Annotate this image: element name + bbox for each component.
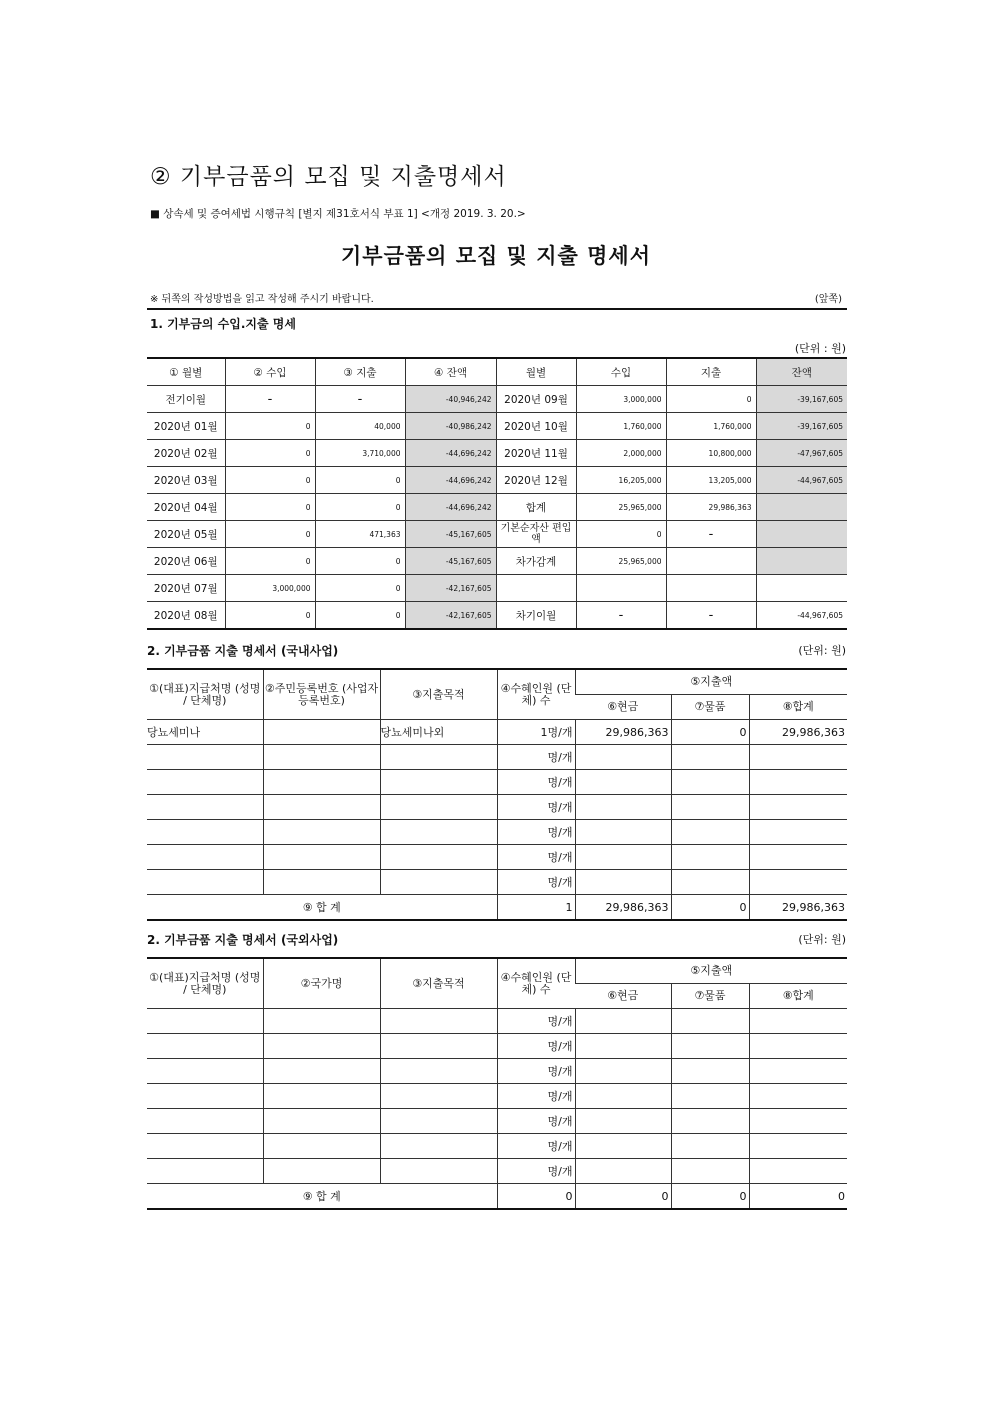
cell-income-2: 3,000,000 xyxy=(576,386,666,413)
cell-expense: 0 xyxy=(315,467,405,494)
cell-payee xyxy=(147,870,263,895)
cell-income-2: - xyxy=(576,602,666,630)
cell-count: 명/개 xyxy=(497,1034,575,1059)
cell-count: 명/개 xyxy=(497,820,575,845)
cell-reg-no xyxy=(263,745,380,770)
cell-country xyxy=(263,1009,380,1034)
title-divider xyxy=(147,308,847,310)
cell-purpose xyxy=(380,770,497,795)
col-header-income-2: 수입 xyxy=(576,358,666,386)
cell-count: 명/개 xyxy=(497,770,575,795)
table-row xyxy=(147,745,847,770)
cell-total: 29,986,363 xyxy=(749,720,847,745)
col-header-purpose: ③지출목적 xyxy=(380,958,497,1009)
cell-cash xyxy=(575,1134,671,1159)
cell-goods xyxy=(671,1109,749,1134)
col-header-expense-2: 지출 xyxy=(666,358,756,386)
cell-goods xyxy=(671,1059,749,1084)
section3-title: 2. 기부금품 지출 명세서 (국외사업) xyxy=(147,933,339,947)
cell-country xyxy=(263,1084,380,1109)
cell-reg-no xyxy=(263,770,380,795)
cell-month: 전기이월 xyxy=(147,386,225,413)
col-header-payee: ①(대표)지급처명 (성명 / 단체명) xyxy=(147,958,263,1009)
table-row xyxy=(147,548,847,575)
cell-expense: - xyxy=(315,386,405,413)
cell-total xyxy=(749,1109,847,1134)
law-reference: ■ 상속세 및 증여세법 시행규칙 [별지 제31호서식 부표 1] <개정 2019. 3. 20.> xyxy=(150,208,526,220)
cell-expense: 3,710,000 xyxy=(315,440,405,467)
table-row xyxy=(147,1059,847,1084)
col-header-amount-group: ⑤지출액 xyxy=(575,958,847,984)
section2-title: 2. 기부금품 지출 명세서 (국내사업) xyxy=(147,644,339,658)
cell-balance: -45,167,605 xyxy=(405,521,496,548)
cell-total xyxy=(749,1134,847,1159)
cell-expense: 0 xyxy=(315,602,405,630)
cell-cash: 29,986,363 xyxy=(575,720,671,745)
cell-cash xyxy=(575,1084,671,1109)
table-row xyxy=(147,720,847,745)
cell-income-2: 1,760,000 xyxy=(576,413,666,440)
cell-expense-2: 0 xyxy=(666,386,756,413)
cell-count: 명/개 xyxy=(497,870,575,895)
col-header-goods: ⑦물품 xyxy=(671,984,749,1009)
cell-balance-2: -39,167,605 xyxy=(756,413,847,440)
cell-purpose xyxy=(380,795,497,820)
cell-balance-2 xyxy=(756,521,847,548)
table-row xyxy=(147,386,847,413)
cell-income-2: 0 xyxy=(576,521,666,548)
cell-balance: -44,696,242 xyxy=(405,440,496,467)
cell-cash xyxy=(575,745,671,770)
total-goods: 0 xyxy=(671,895,749,921)
table-row xyxy=(147,1159,847,1184)
cell-country xyxy=(263,1034,380,1059)
cell-cash xyxy=(575,1034,671,1059)
cell-net-asset-label: 기본순자산 편입액 xyxy=(496,521,576,548)
cell-payee xyxy=(147,1134,263,1159)
col-header-expense: ③ 지출 xyxy=(315,358,405,386)
cell-total xyxy=(749,870,847,895)
cell-payee xyxy=(147,1084,263,1109)
col-header-cash: ⑥현금 xyxy=(575,984,671,1009)
cell-expense-2: - xyxy=(666,602,756,630)
cell-purpose xyxy=(380,745,497,770)
cell-total xyxy=(749,1159,847,1184)
cell-total xyxy=(749,745,847,770)
cell-balance-2 xyxy=(756,494,847,521)
cell-goods xyxy=(671,745,749,770)
cell-goods xyxy=(671,1009,749,1034)
table-row xyxy=(147,602,847,630)
cell-goods: 0 xyxy=(671,720,749,745)
col-header-amount-group: ⑤지출액 xyxy=(575,669,847,695)
total-goods: 0 xyxy=(671,1184,749,1210)
table-row xyxy=(147,1009,847,1034)
table-header-row xyxy=(147,958,847,984)
cell-count: 명/개 xyxy=(497,795,575,820)
cell-income: - xyxy=(225,386,315,413)
col-header-month: ① 월별 xyxy=(147,358,225,386)
cell-country xyxy=(263,1159,380,1184)
cell-balance: -42,167,605 xyxy=(405,575,496,602)
cell-expense: 0 xyxy=(315,494,405,521)
cell-income-2: 2,000,000 xyxy=(576,440,666,467)
cell-purpose xyxy=(380,1084,497,1109)
cell-reg-no xyxy=(263,820,380,845)
total-sum: 29,986,363 xyxy=(749,895,847,921)
cell-expense: 471,363 xyxy=(315,521,405,548)
cell-count: 명/개 xyxy=(497,1009,575,1034)
cell-income: 0 xyxy=(225,494,315,521)
table-row xyxy=(147,770,847,795)
cell-month: 2020년 08월 xyxy=(147,602,225,630)
cell-expense: 0 xyxy=(315,548,405,575)
cell-expense-2: 10,800,000 xyxy=(666,440,756,467)
cell-balance-2: -47,967,605 xyxy=(756,440,847,467)
form-title: 기부금품의 모집 및 지출 명세서 xyxy=(341,244,651,268)
cell-expense-2: 29,986,363 xyxy=(666,494,756,521)
cell-balance-2 xyxy=(756,548,847,575)
section3-unit: (단위: 원) xyxy=(798,933,846,946)
cell-reg-no xyxy=(263,870,380,895)
cell-income: 3,000,000 xyxy=(225,575,315,602)
cell-purpose xyxy=(380,1159,497,1184)
cell-income-2: 25,965,000 xyxy=(576,494,666,521)
col-header-beneficiaries: ④수혜인원 (단체) 수 xyxy=(497,958,575,1009)
cell-month-2: 2020년 10월 xyxy=(496,413,576,440)
section1-unit: (단위 : 원) xyxy=(794,342,846,355)
cell-month: 2020년 01월 xyxy=(147,413,225,440)
cell-payee xyxy=(147,1059,263,1084)
cell-country xyxy=(263,1109,380,1134)
table-row xyxy=(147,440,847,467)
cell-payee xyxy=(147,1034,263,1059)
col-header-goods: ⑦물품 xyxy=(671,695,749,720)
table-header-row xyxy=(147,669,847,695)
cell-reg-no xyxy=(263,845,380,870)
cell-goods xyxy=(671,1034,749,1059)
cell-income: 0 xyxy=(225,521,315,548)
cell-purpose xyxy=(380,1034,497,1059)
cell-goods xyxy=(671,770,749,795)
cell-payee xyxy=(147,1159,263,1184)
cell-country xyxy=(263,1134,380,1159)
cell-cash xyxy=(575,1059,671,1084)
table-row xyxy=(147,521,847,548)
table-row xyxy=(147,575,847,602)
table-row xyxy=(147,820,847,845)
cell-balance: -44,696,242 xyxy=(405,467,496,494)
cell-purpose xyxy=(380,845,497,870)
cell-cash xyxy=(575,770,671,795)
cell-purpose xyxy=(380,870,497,895)
table-row xyxy=(147,845,847,870)
table-row xyxy=(147,413,847,440)
col-header-income: ② 수입 xyxy=(225,358,315,386)
cell-expense-2 xyxy=(666,575,756,602)
cell-purpose xyxy=(380,1059,497,1084)
cell-month: 2020년 04월 xyxy=(147,494,225,521)
cell-total xyxy=(749,770,847,795)
cell-income-2 xyxy=(576,575,666,602)
cell-balance: -40,986,242 xyxy=(405,413,496,440)
col-header-balance-2: 잔액 xyxy=(756,358,847,386)
cell-expense: 40,000 xyxy=(315,413,405,440)
table-row xyxy=(147,467,847,494)
cell-count: 명/개 xyxy=(497,1134,575,1159)
table-row xyxy=(147,870,847,895)
cell-total xyxy=(749,1059,847,1084)
cell-month-2 xyxy=(496,575,576,602)
cell-balance: -44,696,242 xyxy=(405,494,496,521)
cell-payee xyxy=(147,770,263,795)
table-row xyxy=(147,1034,847,1059)
section1-title: 1. 기부금의 수입.지출 명세 xyxy=(150,317,296,331)
cell-expense: 0 xyxy=(315,575,405,602)
col-header-cash: ⑥현금 xyxy=(575,695,671,720)
cell-expense-2: 13,205,000 xyxy=(666,467,756,494)
table-row xyxy=(147,1109,847,1134)
total-count: 1 xyxy=(497,895,575,921)
cell-month: 2020년 03월 xyxy=(147,467,225,494)
cell-month: 2020년 05월 xyxy=(147,521,225,548)
overseas-expense-table xyxy=(147,957,847,1210)
cell-month-2: 2020년 12월 xyxy=(496,467,576,494)
cell-purpose xyxy=(380,1009,497,1034)
cell-purpose: 당뇨세미나외 xyxy=(380,720,497,745)
cell-balance-2: -44,967,605 xyxy=(756,602,847,630)
table-row xyxy=(147,1084,847,1109)
cell-reg-no xyxy=(263,720,380,745)
cell-income: 0 xyxy=(225,548,315,575)
cell-income: 0 xyxy=(225,413,315,440)
section2-unit: (단위: 원) xyxy=(798,644,846,657)
cell-payee xyxy=(147,1109,263,1134)
total-count: 0 xyxy=(497,1184,575,1210)
cell-cash xyxy=(575,795,671,820)
cell-count: 명/개 xyxy=(497,745,575,770)
cell-goods xyxy=(671,1084,749,1109)
table-total-row xyxy=(147,895,847,921)
total-cash: 29,986,363 xyxy=(575,895,671,921)
total-cash: 0 xyxy=(575,1184,671,1210)
cell-month: 2020년 02월 xyxy=(147,440,225,467)
cell-subtotal-label: 차가감계 xyxy=(496,548,576,575)
cell-count: 명/개 xyxy=(497,845,575,870)
cell-payee xyxy=(147,1009,263,1034)
col-header-payee: ①(대표)지급처명 (성명 / 단체명) xyxy=(147,669,263,720)
cell-cash xyxy=(575,1159,671,1184)
cell-goods xyxy=(671,870,749,895)
cell-cash xyxy=(575,845,671,870)
income-expense-table xyxy=(147,357,847,630)
cell-balance: -42,167,605 xyxy=(405,602,496,630)
total-label: ⑨ 합 계 xyxy=(147,1184,497,1210)
col-header-beneficiaries: ④수혜인원 (단체) 수 xyxy=(497,669,575,720)
table-row xyxy=(147,795,847,820)
cell-cash xyxy=(575,1109,671,1134)
instruction-note: ※ 뒤쪽의 작성방법을 읽고 작성해 주시기 바랍니다. xyxy=(150,294,374,305)
cell-purpose xyxy=(380,820,497,845)
cell-count: 1명/개 xyxy=(497,720,575,745)
total-label: ⑨ 합 계 xyxy=(147,895,497,921)
col-header-balance: ④ 잔액 xyxy=(405,358,496,386)
cell-month-2: 2020년 09월 xyxy=(496,386,576,413)
cell-payee xyxy=(147,795,263,820)
cell-payee xyxy=(147,845,263,870)
cell-total xyxy=(749,820,847,845)
col-header-total: ⑧합계 xyxy=(749,695,847,720)
cell-count: 명/개 xyxy=(497,1159,575,1184)
document-heading: ② 기부금품의 모집 및 지출명세서 xyxy=(150,164,507,190)
cell-total xyxy=(749,1009,847,1034)
cell-payee: 당뇨세미나 xyxy=(147,720,263,745)
cell-balance-2 xyxy=(756,575,847,602)
cell-month: 2020년 06월 xyxy=(147,548,225,575)
cell-cash xyxy=(575,1009,671,1034)
cell-goods xyxy=(671,845,749,870)
cell-month-2: 2020년 11월 xyxy=(496,440,576,467)
cell-total xyxy=(749,795,847,820)
table-row xyxy=(147,1134,847,1159)
cell-count: 명/개 xyxy=(497,1109,575,1134)
front-side-label: (앞쪽) xyxy=(814,294,842,305)
cell-goods xyxy=(671,1134,749,1159)
cell-expense-2 xyxy=(666,548,756,575)
cell-expense-2: 1,760,000 xyxy=(666,413,756,440)
col-header-total: ⑧합계 xyxy=(749,984,847,1009)
cell-cash xyxy=(575,820,671,845)
table-header-row xyxy=(147,358,847,386)
cell-income: 0 xyxy=(225,602,315,630)
cell-income: 0 xyxy=(225,440,315,467)
col-header-country: ②국가명 xyxy=(263,958,380,1009)
cell-reg-no xyxy=(263,795,380,820)
cell-count: 명/개 xyxy=(497,1059,575,1084)
table-row xyxy=(147,494,847,521)
cell-expense-2: - xyxy=(666,521,756,548)
table-total-row xyxy=(147,1184,847,1210)
domestic-expense-table xyxy=(147,668,847,921)
col-header-month-2: 월별 xyxy=(496,358,576,386)
cell-purpose xyxy=(380,1134,497,1159)
cell-income: 0 xyxy=(225,467,315,494)
cell-total xyxy=(749,1034,847,1059)
cell-balance-2: -39,167,605 xyxy=(756,386,847,413)
cell-payee xyxy=(147,820,263,845)
cell-cash xyxy=(575,870,671,895)
total-sum: 0 xyxy=(749,1184,847,1210)
cell-goods xyxy=(671,820,749,845)
cell-balance-2: -44,967,605 xyxy=(756,467,847,494)
cell-balance: -40,946,242 xyxy=(405,386,496,413)
cell-total-label: 합계 xyxy=(496,494,576,521)
cell-purpose xyxy=(380,1109,497,1134)
col-header-purpose: ③지출목적 xyxy=(380,669,497,720)
cell-total xyxy=(749,1084,847,1109)
cell-total xyxy=(749,845,847,870)
col-header-reg-no: ②주민등록번호 (사업자등록번호) xyxy=(263,669,380,720)
cell-income-2: 25,965,000 xyxy=(576,548,666,575)
cell-carryover-label: 차기이월 xyxy=(496,602,576,630)
cell-count: 명/개 xyxy=(497,1084,575,1109)
cell-goods xyxy=(671,795,749,820)
cell-payee xyxy=(147,745,263,770)
cell-country xyxy=(263,1059,380,1084)
cell-income-2: 16,205,000 xyxy=(576,467,666,494)
cell-month: 2020년 07월 xyxy=(147,575,225,602)
cell-goods xyxy=(671,1159,749,1184)
cell-balance: -45,167,605 xyxy=(405,548,496,575)
